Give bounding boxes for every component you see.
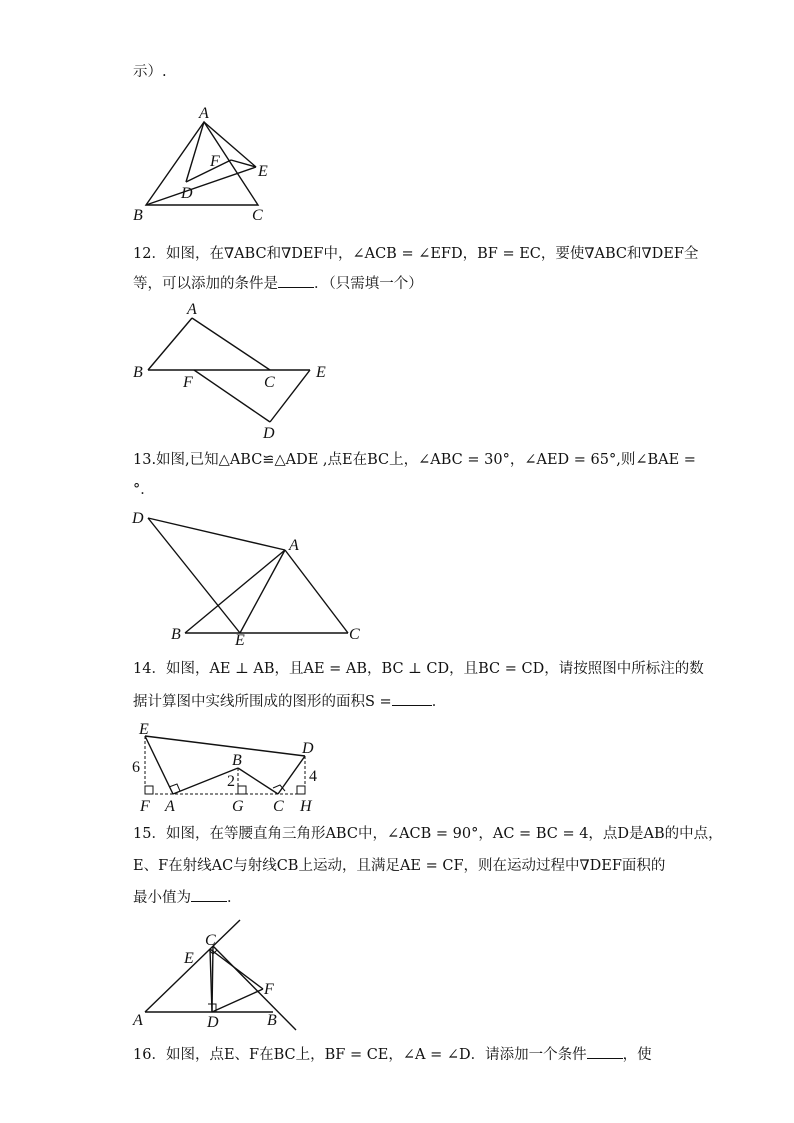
label-C: C xyxy=(205,932,216,949)
q14-line-2 xyxy=(133,691,446,712)
label-E: E xyxy=(235,632,245,645)
q14-text: 据计算图中实线所围成的图形的面积S = xyxy=(133,694,392,710)
label-D: D xyxy=(207,1014,219,1031)
label-C: C xyxy=(252,207,263,224)
q16-line-1 xyxy=(133,1044,652,1065)
label-C: C xyxy=(264,374,275,391)
label-F: F xyxy=(264,981,274,998)
q14-text-end: ． xyxy=(431,694,447,710)
label-G: G xyxy=(232,798,244,815)
figure-q14 xyxy=(128,718,338,818)
label-A: A xyxy=(133,1012,143,1029)
label-E: E xyxy=(139,721,149,738)
q15-line-2: E、F在射线AC与射线CB上运动，且满足AE = CF，则在运动过程中∇DEF面积的 xyxy=(133,858,666,874)
label-2: 2 xyxy=(227,773,235,790)
q15-line-1: 15．如图，在等腰直角三角形ABC中，∠ACB = 90°，AC = BC = 4，点D是AB的中点， xyxy=(133,826,723,842)
label-F: F xyxy=(140,798,150,815)
answer-blank[interactable] xyxy=(392,691,432,706)
q14-line-1: 14．如图，AE ⊥ AB，且AE = AB，BC ⊥ CD，且BC = CD，请按照图中所标注的数 xyxy=(133,661,704,677)
figure-q15 xyxy=(128,912,318,1032)
label-D: D xyxy=(181,185,193,202)
label-E: E xyxy=(184,950,194,967)
answer-blank[interactable] xyxy=(191,887,227,902)
q13-line-1: 13.如图,已知△ABC≌△ADE ,点E在BC上，∠ABC = 30°，∠AED = 65°,则∠BAE = xyxy=(133,452,696,468)
label-C: C xyxy=(349,626,360,643)
label-B: B xyxy=(267,1012,277,1029)
label-E: E xyxy=(258,163,268,180)
label-4: 4 xyxy=(309,768,317,785)
q12-text-end: ．（只需填一个） xyxy=(314,276,423,292)
label-A: A xyxy=(289,537,299,554)
label-D: D xyxy=(263,425,275,442)
label-6: 6 xyxy=(132,759,140,776)
q15-line-3 xyxy=(133,887,242,908)
q15-text: 最小值为 xyxy=(133,890,191,906)
q12-line-1: 12．如图，在∇ABC和∇DEF中，∠ACB = ∠EFD，BF = EC，要使∇ABC和∇DEF全 xyxy=(133,246,699,262)
q12-line-2 xyxy=(133,273,423,294)
figure-q11 xyxy=(128,100,288,225)
label-A: A xyxy=(165,798,175,815)
label-E: E xyxy=(316,364,326,381)
answer-blank[interactable] xyxy=(278,273,314,288)
figure-q13 xyxy=(128,505,368,645)
label-D: D xyxy=(302,740,314,757)
label-A: A xyxy=(199,105,209,122)
label-H: H xyxy=(300,798,312,815)
q12-text: 等，可以添加的条件是 xyxy=(133,276,278,292)
q16-text-end: ，使 xyxy=(622,1047,652,1063)
label-D: D xyxy=(132,510,144,527)
answer-blank[interactable] xyxy=(587,1044,623,1059)
q16-text: 16．如图，点E、F在BC上，BF = CE，∠A = ∠D．请添加一个条件 xyxy=(133,1047,587,1063)
label-B: B xyxy=(232,752,242,769)
label-B: B xyxy=(133,364,143,381)
label-B: B xyxy=(171,626,181,643)
label-C: C xyxy=(273,798,284,815)
label-A: A xyxy=(187,301,197,318)
label-B: B xyxy=(133,207,143,224)
label-F: F xyxy=(183,374,193,391)
label-F: F xyxy=(210,153,220,170)
q15-text-end: ． xyxy=(227,890,242,906)
text-line: 示）. xyxy=(133,64,167,80)
figure-q12 xyxy=(128,300,338,445)
q13-line-2: °． xyxy=(133,482,155,498)
